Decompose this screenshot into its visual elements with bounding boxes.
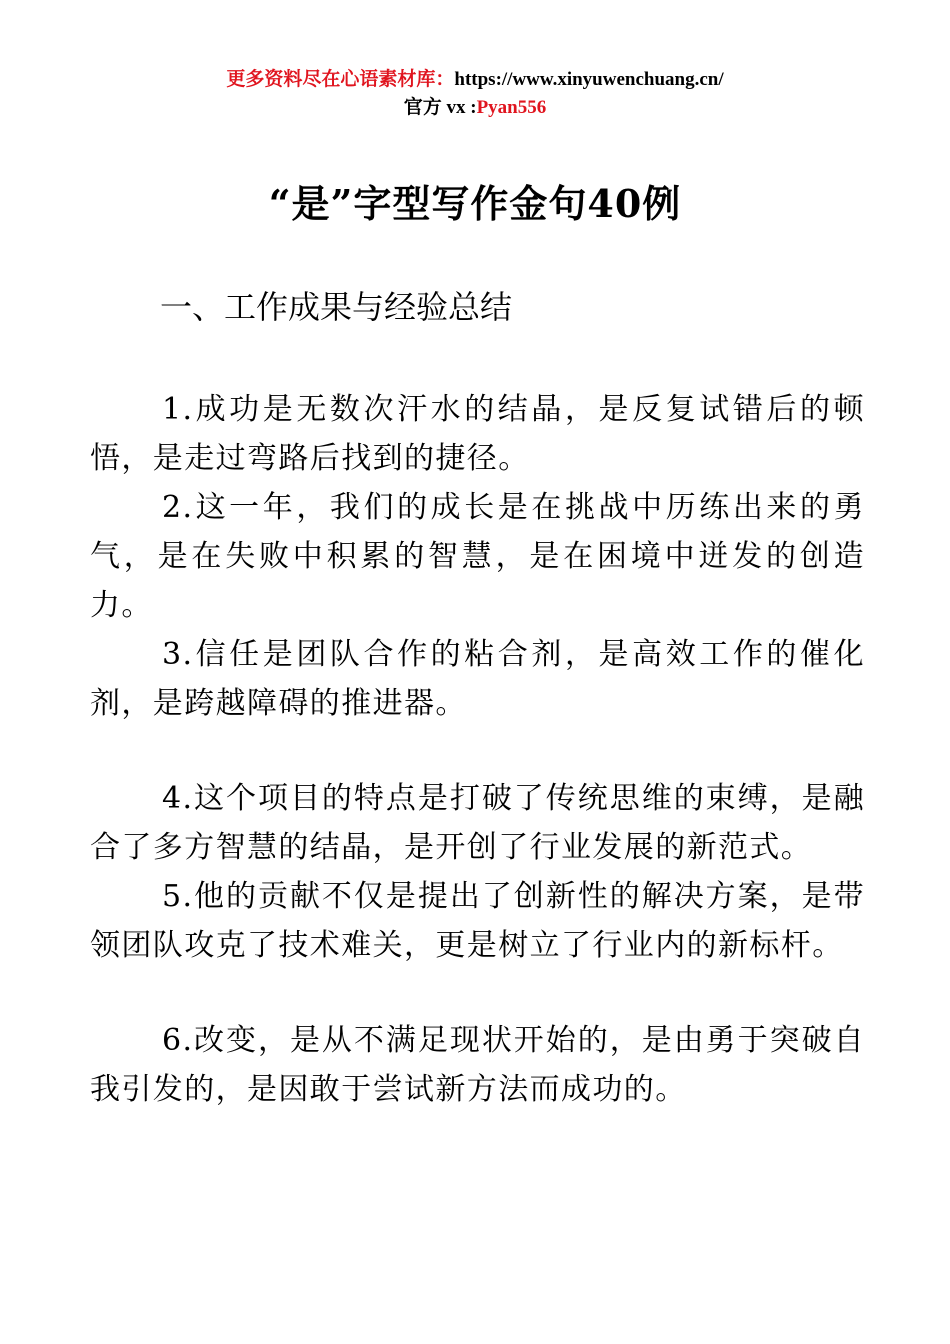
source-label: 更多资料尽在心语素材库：	[226, 69, 455, 90]
document-body	[90, 385, 865, 1114]
contact-id: Pyan556	[476, 97, 547, 118]
source-line	[0, 66, 950, 94]
paragraph-spacer	[90, 970, 865, 1016]
paragraph-2: 2.这一年，我们的成长是在挑战中历练出来的勇气，是在失败中积累的智慧，是在困境中迸发的创造力。	[90, 490, 865, 623]
paragraph-spacer	[90, 728, 865, 774]
source-banner	[0, 66, 950, 122]
paragraph-1: 1.成功是无数次汗水的结晶，是反复试错后的顿悟，是走过弯路后找到的捷径。	[90, 392, 865, 476]
paragraph-5: 5.他的贡献不仅是提出了创新性的解决方案，是带领团队攻克了技术难关，更是树立了行业内的新标杆。	[90, 879, 865, 963]
paragraph-4: 4.这个项目的特点是打破了传统思维的束缚，是融合了多方智慧的结晶，是开创了行业发展的新范式。	[90, 781, 865, 865]
contact-line	[0, 94, 950, 122]
paragraph-3: 3.信任是团队合作的粘合剂，是高效工作的催化剂，是跨越障碍的推进器。	[90, 637, 865, 721]
contact-label: 官方 vx :	[403, 97, 477, 118]
section-heading: 一、工作成果与经验总结	[160, 288, 513, 326]
paragraph-6: 6.改变，是从不满足现状开始的，是由勇于突破自我引发的，是因敢于尝试新方法而成功的。	[90, 1023, 865, 1107]
document-title: “是”字型写作金句40例	[268, 181, 682, 226]
source-url-link[interactable]: https://www.xinyuwenchuang.cn/	[454, 69, 724, 90]
